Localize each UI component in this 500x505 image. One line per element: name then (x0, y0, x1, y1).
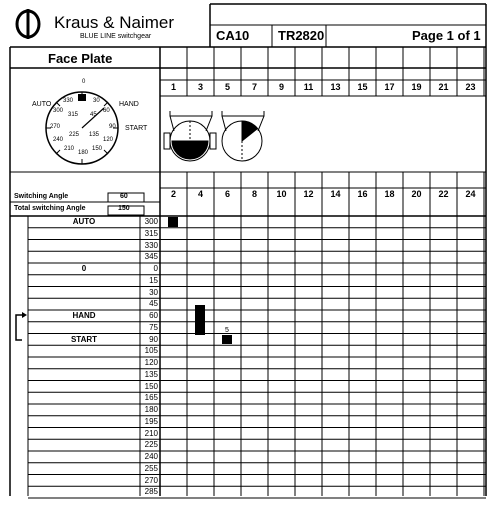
terminal-bottom-24: 24 (465, 189, 476, 199)
dial-label-210: 210 (64, 146, 75, 152)
position-angle: 285 (144, 487, 158, 497)
dial-label-240: 240 (53, 137, 64, 143)
position-angle: 315 (144, 228, 158, 238)
terminal-bottom-10: 10 (276, 189, 287, 199)
position-angle: 120 (144, 358, 158, 367)
position-angle: 255 (144, 463, 158, 473)
position-angle: 75 (149, 322, 158, 332)
terminal-top-21: 21 (438, 82, 449, 92)
terminal-top-3: 3 (197, 82, 203, 92)
position-angle: 270 (144, 475, 158, 485)
model-number: CA10 (216, 28, 250, 43)
position-angle: 45 (149, 299, 158, 309)
terminal-bottom-8: 8 (251, 189, 257, 199)
switching-angle-label: Switching Angle (14, 193, 69, 200)
dial-label-225: 225 (69, 132, 80, 138)
position-name: 0 (81, 264, 87, 273)
dial-label-135: 135 (89, 132, 100, 138)
terminal-top-19: 19 (411, 82, 422, 92)
position-angle: 0 (153, 264, 158, 273)
position-name: HAND (72, 311, 96, 320)
terminal-bottom-2: 2 (170, 189, 176, 199)
terminal-bottom-14: 14 (330, 189, 341, 199)
terminal-top-17: 17 (384, 82, 395, 92)
terminal-top-13: 13 (330, 82, 341, 92)
terminal-bottom-6: 6 (224, 189, 230, 199)
terminal-top-5: 5 (224, 82, 230, 92)
terminal-top-15: 15 (357, 82, 368, 92)
position-name: START (70, 334, 98, 344)
contact-mark-6 (222, 335, 232, 345)
terminal-bottom-12: 12 (303, 189, 314, 199)
position-name: AUTO (72, 217, 96, 226)
terminal-top-7: 7 (251, 82, 257, 92)
dial-label-90: 90 (109, 124, 116, 130)
dial-label-start: START (125, 125, 148, 132)
terminal-top-23: 23 (465, 82, 476, 92)
dial-label-330: 330 (63, 98, 74, 104)
position-angle: 180 (144, 405, 158, 414)
terminal-bottom-18: 18 (384, 189, 395, 199)
position-angle: 135 (144, 369, 158, 379)
position-angle: 330 (144, 240, 158, 250)
dial-label-180: 180 (78, 150, 89, 156)
dial-label-315: 315 (68, 112, 79, 118)
contact-mark-2 (168, 217, 178, 227)
dial-label-120: 120 (103, 137, 114, 143)
position-angle: 225 (144, 440, 158, 450)
position-angle: 60 (149, 311, 158, 320)
terminal-top-11: 11 (303, 82, 314, 92)
dial-label-45: 45 (90, 112, 97, 118)
total-switching-angle-label: Total switching Angle (14, 205, 86, 212)
switching-angle-value: 60 (120, 193, 128, 200)
position-angle: 165 (144, 393, 158, 403)
switching-angle-box (108, 193, 144, 202)
dial-label-hand: HAND (119, 101, 139, 108)
terminal-bottom-22: 22 (438, 189, 449, 199)
position-angle: 90 (149, 334, 158, 344)
position-angle: 300 (144, 217, 158, 226)
position-angle: 345 (144, 252, 158, 262)
dial-label-300: 300 (53, 108, 64, 114)
dial-label-150: 150 (92, 146, 103, 152)
position-angle: 195 (144, 416, 158, 426)
dial-label-30: 30 (93, 98, 100, 104)
position-angle: 150 (144, 381, 158, 391)
terminal-bottom-20: 20 (411, 189, 422, 199)
face-plate-title: Face Plate (48, 51, 113, 66)
brand-tagline: BLUE LINE switchgear (80, 33, 152, 40)
dial-label-auto: AUTO (32, 101, 52, 108)
terminal-top-9: 9 (278, 82, 284, 92)
terminal-top-1: 1 (170, 82, 176, 92)
position-angle: 15 (149, 275, 158, 285)
brand-name: Kraus & Naimer (54, 13, 174, 32)
dial-label-270: 270 (50, 124, 61, 130)
position-angle: 105 (144, 346, 158, 356)
position-angle: 210 (144, 428, 158, 438)
dial-label-60: 60 (103, 108, 110, 114)
contact-note: 5 (225, 326, 229, 334)
contact-mark-4 (195, 305, 205, 334)
total-switching-angle-value: 150 (118, 205, 130, 212)
terminal-bottom-16: 16 (357, 189, 368, 199)
position-angle: 240 (144, 452, 158, 461)
terminal-bottom-4: 4 (197, 189, 203, 199)
dial-label-0: 0 (82, 79, 86, 85)
product-code: TR2820 (278, 28, 325, 43)
page-number: Page 1 of 1 (412, 28, 481, 43)
position-angle: 30 (149, 287, 158, 297)
total-angle-box (108, 206, 144, 215)
